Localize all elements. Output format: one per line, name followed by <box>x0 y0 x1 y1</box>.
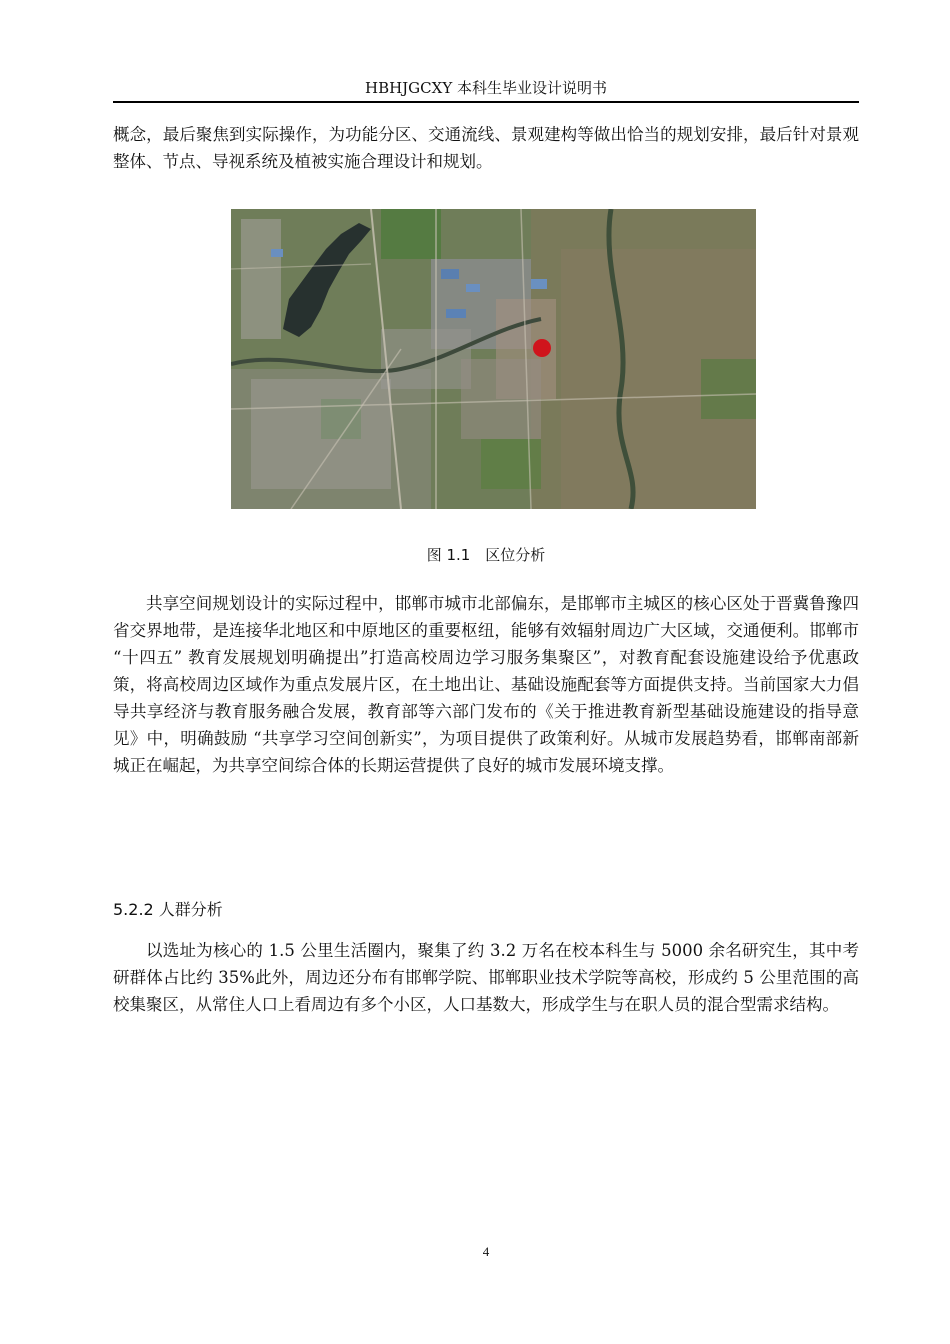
satellite-image <box>231 209 756 509</box>
section-heading: 5.2.2 人群分析 <box>113 900 223 919</box>
location-satellite-map <box>231 209 756 509</box>
crowd-analysis-paragraph: 以选址为核心的 1.5 公里生活圈内，聚集了约 3.2 万名在校本科生与 5000 余名研究生，其中考研群体占比约 35%此外，周边还分布有邯郸学院、邯郸职业技术学院等高校，形成约 5 公里范围的高校集聚区，从常住人口上看周边有多个小区，人口基数大，形成学生与在职人员的混合型需求结构。 <box>113 941 859 1014</box>
site-location-marker <box>533 339 551 357</box>
location-paragraph: 共享空间规划设计的实际过程中，邯郸市城市北部偏东，是邯郸市主城区的核心区处于晋冀鲁豫四省交界地带，是连接华北地区和中原地区的重要枢纽，能够有效辐射周边广大区域，交通便利。邯郸市 “十四五” 教育发展规划明确提出”打造高校周边学习服务集聚区”，对教育配套设施建设给予优惠政策，将高校周边区域作为重点发展片区，在土地出让、基础设施配套等方面提供支持。当前国家大力倡导共享经济与教育服务融合发展，教育部等六部门发布的《关于推进教育新型基础设施建设的指导意见》中，明确鼓励 “共享学习空间创新实”，为项目提供了政策利好。从城市发展趋势看，邯郸南部新城正在崛起，为共享空间综合体的长期运营提供了良好的城市发展环境支撑。 <box>113 594 859 775</box>
figure-caption: 图 1.1 区位分析 <box>426 546 546 564</box>
page-number: 4 <box>482 1244 490 1259</box>
header-rule <box>113 101 859 103</box>
running-header: HBHJGCXY 本科生毕业设计说明书 <box>364 79 607 97</box>
intro-paragraph: 概念，最后聚焦到实际操作，为功能分区、交通流线、景观建构等做出恰当的规划安排，最后针对景观整体、节点、导视系统及植被实施合理设计和规划。 <box>113 125 859 171</box>
